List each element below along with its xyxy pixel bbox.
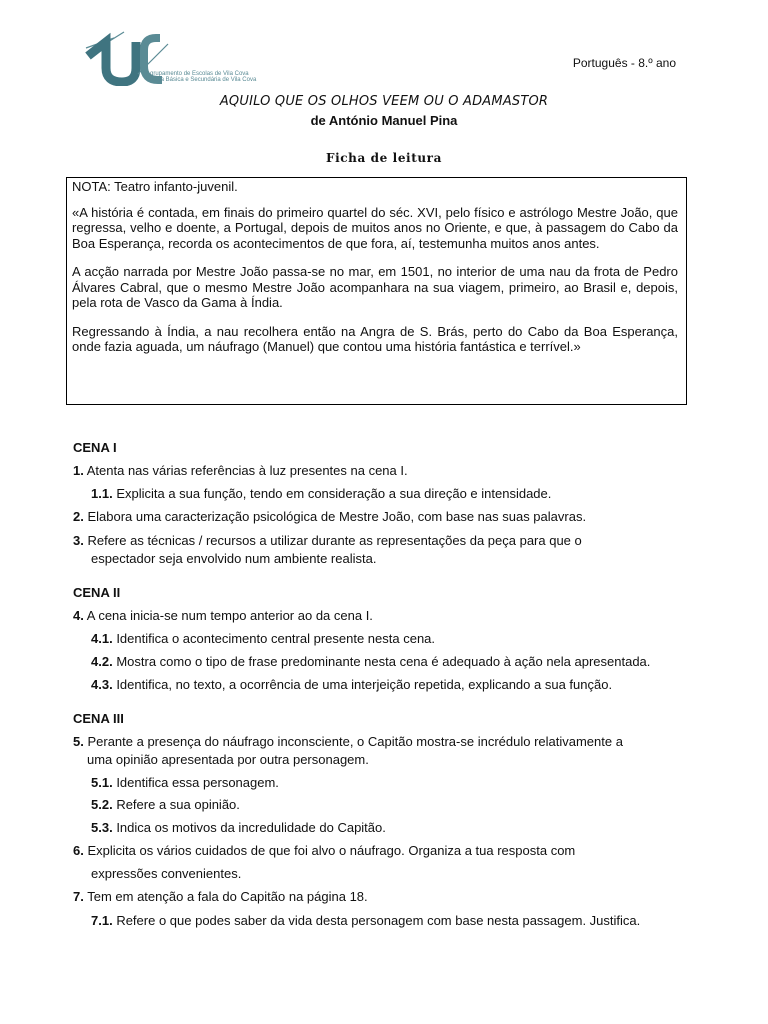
question-text: Refere o que podes saber da vida desta personagem com base nesta passagem. Justifica. — [116, 913, 641, 928]
question-number: 7. — [73, 889, 84, 904]
question-1-1 — [91, 485, 551, 502]
note-paragraph-3: Regressando à Índia, a nau recolhera então na Angra de S. Brás, perto do Cabo da Boa Esperança, onde fazia aguada, um náufrago (Manuel) que contou uma história fantástica e terrível.» — [72, 323, 678, 354]
question-3 — [73, 532, 582, 549]
question-text: Indica os motivos da incredulidade do Capitão. — [116, 820, 386, 835]
question-text: Perante a presença do náufrago inconsciente, o Capitão mostra-se incrédulo relativamente a — [87, 734, 623, 749]
sheet-title: Ficha de leitura — [326, 151, 442, 165]
question-3-continuation: espectador seja envolvido num ambiente realista. — [91, 551, 377, 566]
question-text: Tem em atenção a fala do Capitão na página 18. — [87, 889, 368, 904]
question-4-2 — [91, 653, 650, 670]
note-paragraph-2: A acção narrada por Mestre João passa-se no mar, em 1501, no interior de uma nau da frota de Pedro Álvares Cabral, que o mesmo Mestre João acompanhara na sua viagem, primeiro, ao Brasil e, depois, pela rota de Vasco da Gama à Índia. — [72, 264, 678, 310]
logo-line: Escola Básica e Secundária de Vila Cova — [146, 76, 257, 83]
question-5-2 — [91, 796, 240, 813]
question-number: 4.1. — [91, 631, 113, 646]
question-2 — [73, 508, 586, 525]
question-number: 4. — [73, 608, 84, 623]
question-number: 6. — [73, 843, 84, 858]
question-number: 5.1. — [91, 775, 113, 790]
question-text: Refere a sua opinião. — [116, 797, 240, 812]
question-text: A cena inicia-se num tempo anterior ao da cena I. — [86, 608, 373, 623]
question-5-3 — [91, 819, 386, 836]
question-5-continuation: uma opinião apresentada por outra personagem. — [87, 752, 369, 767]
logo-line: Agrupamento de Escolas de Vila Cova — [146, 71, 249, 77]
logo-caption — [146, 72, 256, 83]
question-6 — [73, 842, 575, 859]
question-number: 7.1. — [91, 913, 113, 928]
question-number: 1. — [73, 463, 84, 478]
section-heading-cena-1: CENA I — [73, 440, 117, 455]
question-number: 5.2. — [91, 797, 113, 812]
question-4 — [73, 607, 373, 624]
section-heading-cena-2: CENA II — [73, 585, 121, 600]
question-number: 5.3. — [91, 820, 113, 835]
question-7-1 — [91, 912, 640, 929]
question-1 — [73, 462, 408, 479]
question-text: Atenta nas várias referências à luz presentes na cena I. — [86, 463, 408, 478]
question-5-1 — [91, 774, 279, 791]
document-title: AQUILO QUE OS OLHOS VEEM OU O ADAMASTOR — [219, 94, 549, 109]
question-text: Identifica, no texto, a ocorrência de uma interjeição repetida, explicando a sua função. — [116, 677, 613, 692]
question-number: 4.2. — [91, 654, 113, 669]
section-heading-cena-3: CENA III — [73, 711, 124, 726]
question-4-1 — [91, 630, 435, 647]
question-text: Explicita a sua função, tendo em consideração a sua direção e intensidade. — [116, 486, 552, 501]
question-text: Explicita os vários cuidados de que foi alvo o náufrago. Organiza a tua resposta com — [87, 843, 576, 858]
note-heading: NOTA: Teatro infanto-juvenil. — [72, 179, 238, 194]
question-6-continuation: expressões convenientes. — [91, 866, 242, 881]
question-text: Elabora uma caracterização psicológica de Mestre João, com base nas suas palavras. — [87, 509, 587, 524]
question-text: Mostra como o tipo de frase predominante nesta cena é adequado à ação nela apresentada. — [116, 654, 651, 669]
subject-label: Português - 8.º ano — [572, 56, 676, 70]
question-number: 3. — [73, 533, 84, 548]
question-text: Refere as técnicas / recursos a utilizar durante as representações da peça para que o — [87, 533, 582, 548]
question-text: Identifica o acontecimento central presente nesta cena. — [116, 631, 436, 646]
question-5 — [73, 733, 623, 750]
question-4-3 — [91, 676, 612, 693]
question-text: Identifica essa personagem. — [116, 775, 279, 790]
question-number: 4.3. — [91, 677, 113, 692]
note-box — [66, 177, 687, 405]
note-paragraph-1: «A história é contada, em finais do primeiro quartel do séc. XVI, pelo físico e astrólogo Mestre João, que regressa, velho e doente, a Portugal, depois de muitos anos no Oriente, e que, à passagem do Cabo da Boa Esperança, recorda os acontecimentos de que fora, aí, testemunha muitos anos antes. — [72, 204, 678, 251]
author-line: de António Manuel Pina — [310, 113, 458, 128]
question-number: 5. — [73, 734, 84, 749]
question-number: 1.1. — [91, 486, 113, 501]
question-7 — [73, 888, 368, 905]
question-number: 2. — [73, 509, 84, 524]
